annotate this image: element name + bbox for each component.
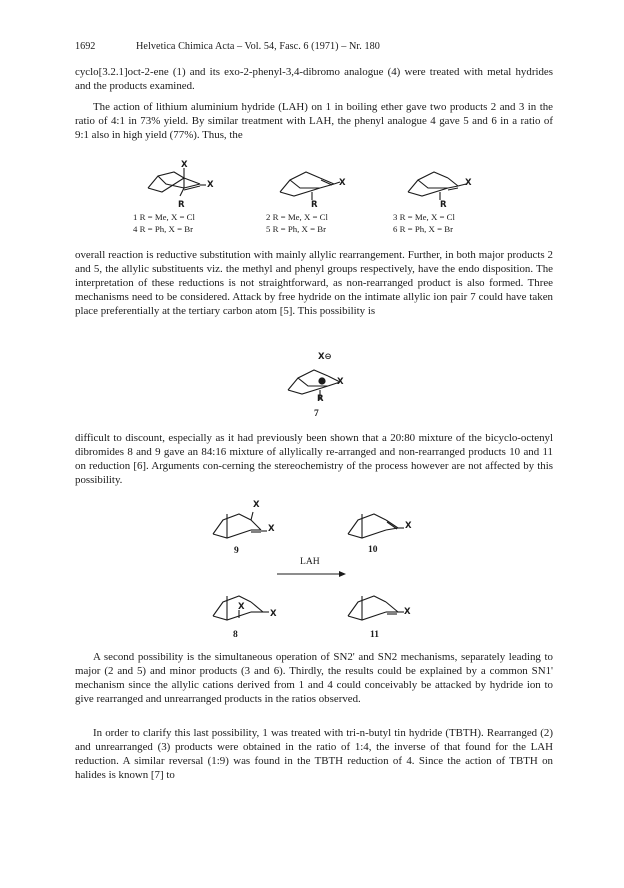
running-header bbox=[75, 41, 553, 55]
atom-x-label: X bbox=[339, 178, 346, 188]
atom-x-label: X bbox=[270, 609, 277, 619]
running-title: Helvetica Chimica Acta – Vol. 54, Fasc. 6 (1971) – Nr. 180 bbox=[136, 41, 380, 52]
atom-x-label: X bbox=[181, 160, 188, 170]
compound-number-7: 7 bbox=[314, 409, 319, 419]
atom-r-label: R bbox=[178, 200, 185, 210]
caption-line: 1 R = Me, X = Cl bbox=[133, 212, 195, 222]
paragraph-lah-action: The action of lithium aluminium hydride (LAH) on 1 in boiling ether gave two products 2 and 3 in the ratio of 4:1 in 73% yield. By similar treatment with LAH, the phenyl analogue 4 gave 5 and 6 in a ratio of 9:1 also in high yield (77%). Thus, the bbox=[75, 101, 553, 142]
paragraph-intro: cyclo[3.2.1]oct-2-ene (1) and its exo-2-phenyl-3,4-dibromo analogue (4) were treated with metal hydrides and the products examined. bbox=[75, 66, 553, 93]
compound-number-11: 11 bbox=[370, 630, 379, 640]
caption-compounds-3-6 bbox=[393, 212, 455, 235]
atom-x-label: X bbox=[238, 602, 245, 612]
atom-x-label: X bbox=[404, 607, 411, 617]
caption-line: 3 R = Me, X = Cl bbox=[393, 212, 455, 222]
atom-x-label: X bbox=[268, 524, 275, 534]
atom-r-label: R bbox=[440, 200, 447, 210]
compound-number-8: 8 bbox=[233, 630, 238, 640]
structure-ion-pair-7 bbox=[280, 360, 370, 408]
paragraph-mechanism: overall reaction is reductive substitution with mainly allylic rearrangement. Further, in both major products 2 and 5, the allylic substituents viz. the methyl and phenyl groups respectively, have the endo disposition. The interpretation of these reductions is not straightforward, as non-rearranged product is also formed. Three mechanisms need to be considered. Attack by free hydride on the intimate allylic ion pair 7 could have taken place preferentially at the tertiary carbon atom [5]. This possibility is bbox=[75, 249, 553, 318]
caption-compounds-2-5 bbox=[266, 212, 328, 235]
page-number: 1692 bbox=[75, 41, 96, 52]
caption-compounds-1-4 bbox=[133, 212, 195, 235]
compound-number-9: 9 bbox=[234, 546, 239, 556]
caption-line: 5 R = Ph, X = Br bbox=[266, 223, 327, 234]
caption-line: 4 R = Ph, X = Br bbox=[133, 223, 194, 234]
atom-x-label: X bbox=[465, 178, 472, 188]
reaction-arrow bbox=[277, 570, 347, 578]
atom-r-label: R bbox=[317, 394, 324, 404]
compound-number-10: 10 bbox=[368, 545, 378, 555]
paragraph-second-possibility: A second possibility is the simultaneous operation of SN2' and SN2 mechanisms, separately leading to major (2 and 5) and minor products (3 and 6). Thirdly, the results could be explained by a common SN1' mechanism since the allylic cations derived from 1 and 4 could conceivably be attacked by hydride ion to give rearranged and unrearranged products in the ratios observed. bbox=[75, 651, 553, 706]
anion-label: X⊖ bbox=[318, 352, 332, 362]
paragraph-tbth: In order to clarify this last possibility, 1 was treated with tri-n-butyl tin hydride (TBTH). Rearranged (2) and unrearranged (3) products were obtained in the ratio of 1:4, the inverse of that found for the LAH reduction. A similar reversal (1:9) was found in the TBTH reduction of 4. Since the action of TBTH on halides is known [7] to bbox=[75, 727, 553, 782]
atom-x-label: X bbox=[337, 377, 344, 387]
atom-x-label: X bbox=[207, 180, 214, 190]
paragraph-discount: difficult to discount, especially as it had previously been shown that a 20:80 mixture of the bicyclo-octenyl dibromides 8 and 9 gave an 84:16 mixture of allylically re-arranged and non-rearranged products 10 and 11 on reduction [6]. Arguments con-cerning the stereochemistry of the process however are not affected by this possibility. bbox=[75, 432, 553, 487]
arrow-reagent-label: LAH bbox=[300, 556, 320, 567]
caption-line: 2 R = Me, X = Cl bbox=[266, 212, 328, 222]
atom-x-label: X bbox=[405, 521, 412, 531]
atom-x-label: X bbox=[253, 500, 260, 510]
atom-r-label: R bbox=[311, 200, 318, 210]
caption-line: 6 R = Ph, X = Br bbox=[393, 223, 454, 234]
